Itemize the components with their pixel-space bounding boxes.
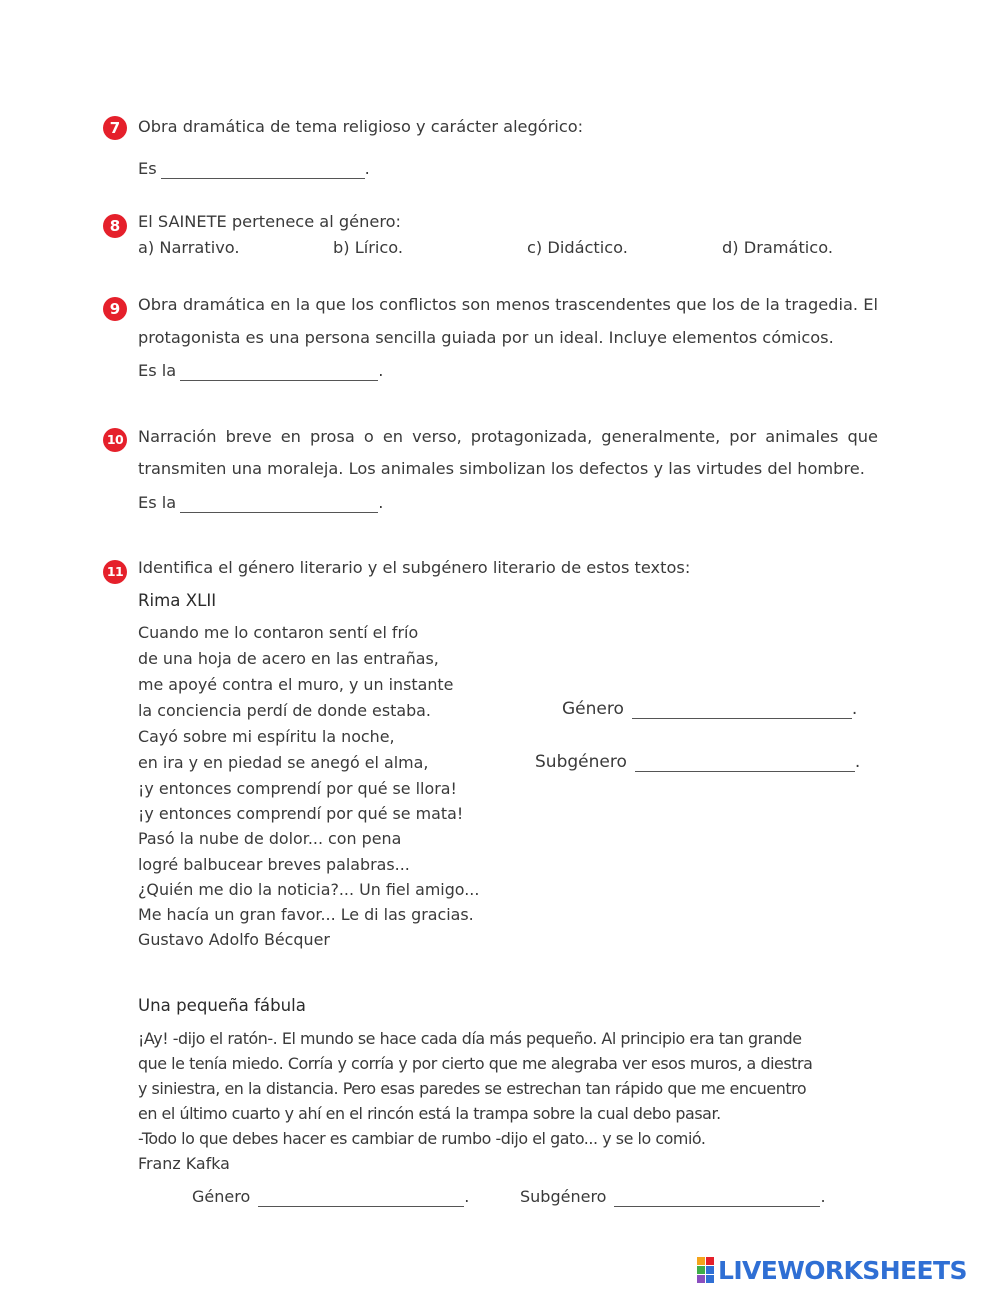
subgenero-input[interactable]	[614, 1188, 820, 1207]
question-10-answer	[138, 493, 383, 513]
question-7-text: Obra dramática de tema religioso y carácter alegórico:	[138, 117, 584, 136]
answer-input[interactable]	[180, 362, 378, 381]
question-number-badge: 11	[103, 560, 127, 584]
genero-input[interactable]	[632, 700, 852, 719]
question-9-answer	[138, 361, 383, 381]
poem-title: Rima XLII	[138, 591, 217, 610]
genero-input[interactable]	[258, 1188, 464, 1207]
answer-prefix: Es la	[138, 493, 177, 512]
answer-suffix: .	[820, 1187, 826, 1206]
poem-line: Pasó la nube de dolor... con pena	[138, 829, 402, 848]
genero-label: Género	[192, 1187, 251, 1206]
answer-suffix: .	[364, 159, 370, 178]
logo-block	[697, 1275, 705, 1283]
fable-genero-answer	[192, 1187, 469, 1207]
question-9-text-line: Obra dramática en la que los conflictos son menos trascendentes que los de la tragedia. El	[138, 295, 878, 314]
question-9-text-line: protagonista es una persona sencilla guiada por un ideal. Incluye elementos cómicos.	[138, 328, 834, 347]
answer-suffix: .	[851, 699, 858, 719]
poem-line: Me hacía un gran favor... Le di las gracias.	[138, 905, 474, 924]
question-8-text: El SAINETE pertenece al género:	[138, 212, 401, 231]
genero-label: Género	[562, 699, 624, 719]
question-10-text-line: transmiten una moraleja. Los animales simbolizan los defectos y las virtudes del hombre.	[138, 459, 865, 478]
question-7-answer	[138, 159, 370, 179]
question-10-text-line: Narración breve en prosa o en verso, protagonizada, generalmente, por animales que	[138, 427, 878, 446]
option-c[interactable]: c) Didáctico.	[527, 238, 628, 257]
fable-author: Franz Kafka	[138, 1154, 230, 1173]
answer-suffix: .	[378, 361, 384, 380]
fable-line: que le tenía miedo. Corría y corría y por cierto que me alegraba ver esos muros, a diestra	[138, 1054, 813, 1073]
fable-line: -Todo lo que debes hacer es cambiar de rumbo -dijo el gato... y se lo comió.	[138, 1129, 706, 1148]
question-11-text: Identifica el género literario y el subgénero literario de estos textos:	[138, 558, 691, 577]
poem-line: ¡y entonces comprendí por qué se mata!	[138, 804, 464, 823]
poem-line: en ira y en piedad se anegó el alma,	[138, 753, 429, 772]
poem-author: Gustavo Adolfo Bécquer	[138, 930, 330, 949]
question-number-badge: 9	[103, 297, 127, 321]
question-number-badge: 10	[103, 428, 127, 452]
poem-subgenero-answer	[535, 752, 860, 772]
question-number-badge: 8	[103, 214, 127, 238]
logo-block	[697, 1257, 705, 1265]
subgenero-label: Subgénero	[520, 1187, 607, 1206]
logo-block	[706, 1257, 714, 1265]
fable-subgenero-answer	[520, 1187, 826, 1207]
fable-line: y siniestra, en la distancia. Pero esas paredes se estrechan tan rápido que me encuentro	[138, 1079, 807, 1098]
poem-line: me apoyé contra el muro, y un instante	[138, 675, 454, 694]
option-d[interactable]: d) Dramático.	[722, 238, 833, 257]
answer-suffix: .	[854, 752, 861, 772]
answer-prefix: Es	[138, 159, 157, 178]
poem-line: Cuando me lo contaron sentí el frío	[138, 623, 419, 642]
fable-line: en el último cuarto y ahí en el rincón está la trampa sobre la cual debo pasar.	[138, 1104, 721, 1123]
poem-line: Cayó sobre mi espíritu la noche,	[138, 727, 395, 746]
answer-suffix: .	[464, 1187, 470, 1206]
fable-line: ¡Ay! -dijo el ratón-. El mundo se hace cada día más pequeño. Al principio era tan grande	[138, 1029, 802, 1048]
poem-line: ¿Quién me dio la noticia?... Un fiel amigo...	[138, 880, 480, 899]
option-b[interactable]: b) Lírico.	[333, 238, 404, 257]
subgenero-input[interactable]	[635, 753, 855, 772]
question-number-badge: 7	[103, 116, 127, 140]
fable-title: Una pequeña fábula	[138, 996, 306, 1015]
poem-genero-answer	[562, 699, 857, 719]
subgenero-label: Subgénero	[535, 752, 627, 772]
logo-block	[697, 1266, 705, 1274]
option-a[interactable]: a) Narrativo.	[138, 238, 240, 257]
logo-blocks-icon	[697, 1257, 714, 1283]
poem-line: de una hoja de acero en las entrañas,	[138, 649, 439, 668]
liveworksheets-logo	[697, 1255, 967, 1285]
logo-block	[706, 1266, 714, 1274]
answer-suffix: .	[378, 493, 384, 512]
logo-text: LIVEWORKSHEETS	[718, 1255, 967, 1285]
poem-line: logré balbucear breves palabras...	[138, 855, 410, 874]
poem-line: ¡y entonces comprendí por qué se llora!	[138, 779, 457, 798]
answer-prefix: Es la	[138, 361, 177, 380]
poem-line: la conciencia perdí de donde estaba.	[138, 701, 431, 720]
answer-input[interactable]	[180, 494, 378, 513]
answer-input[interactable]	[161, 160, 365, 179]
logo-block	[706, 1275, 714, 1283]
